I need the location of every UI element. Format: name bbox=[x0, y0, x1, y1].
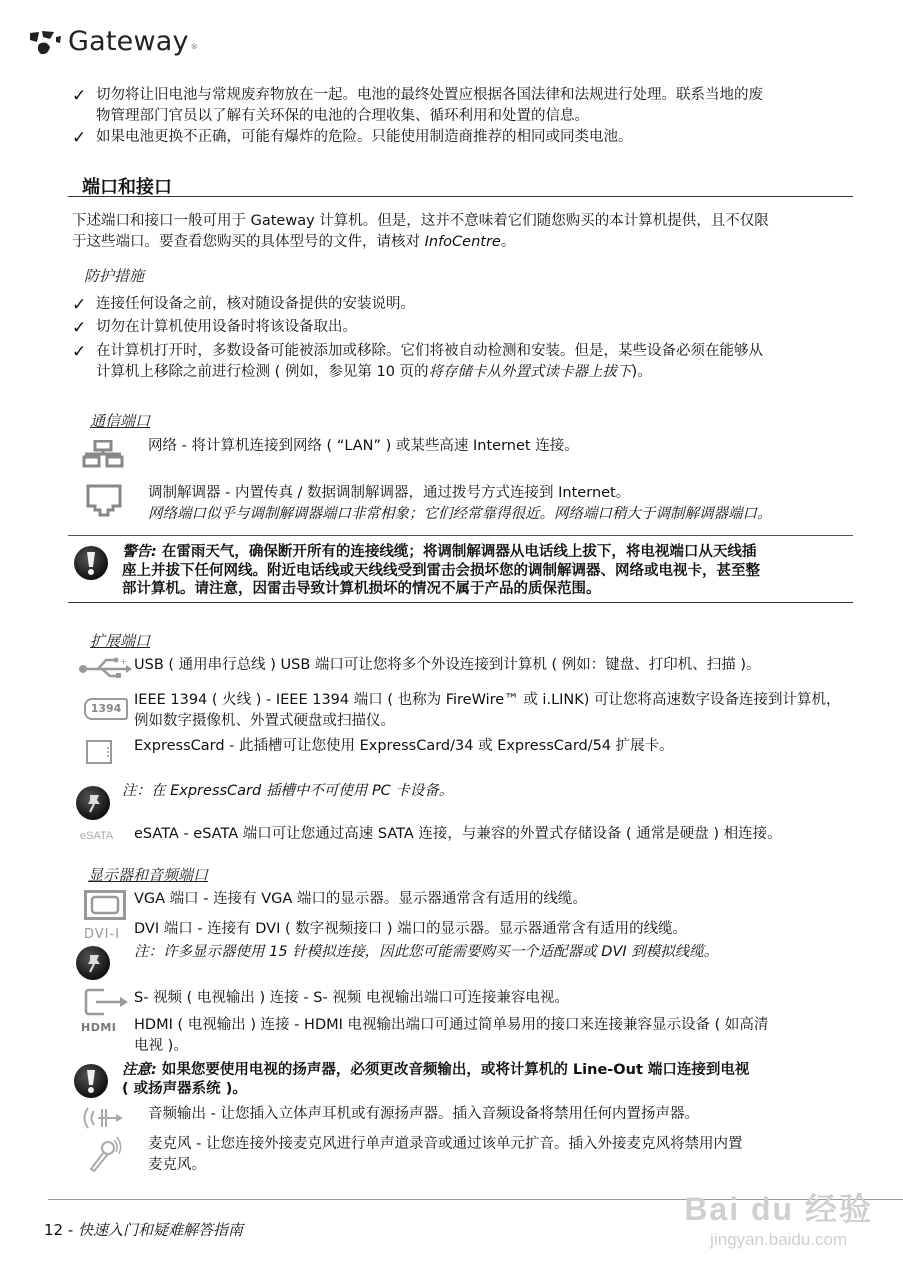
network-lan-icon bbox=[82, 440, 124, 468]
precaution-item: 连接任何设备之前，核对随设备提供的安装说明。 bbox=[96, 296, 415, 312]
brand-name: Gateway bbox=[68, 26, 189, 57]
caution-exclamation-icon bbox=[74, 1064, 108, 1098]
expresscard-slot-icon bbox=[86, 740, 112, 764]
esata-port-desc: eSATA - eSATA 端口可让您通过高速 SATA 连接，与兼容的外置式存储设备 ( 通常是硬盘 ) 相连接。 bbox=[134, 826, 782, 842]
section-intro: 下述端口和接口一般可用于 Gateway 计算机。但是，这并不意味着它们随您购买的本计算机提供，且不仅限 于这些端口。要查看您购买的具体型号的文件，请核对 InfoCentre。 bbox=[72, 213, 769, 250]
audio-out-desc: 音频输出 - 让您插入立体声耳机或有源扬声器。插入音频设备将禁用任何内置扬声器。 bbox=[148, 1106, 699, 1122]
check-icon: ✓ bbox=[72, 342, 87, 362]
hdmi-port-desc: HDMI ( 电视输出 ) 连接 - HDMI 电视输出端口可通过简单易用的接口来连接兼容显示设备 ( 如高清 电视 )。 bbox=[134, 1017, 769, 1054]
warning-box: 警告: 在雷雨天气，确保断开所有的连接线缆；将调制解调器从电话线上拔下，将电视端口从天线插 座上并拔下任何网线。附近电话线或天线线受到雷击会损坏您的调制解调器、网络或电视卡，甚至整 部计算机。请注意，因雷击导致计算机损坏的情况不属于产品的质保范围。 bbox=[122, 544, 760, 597]
section-rule bbox=[68, 196, 853, 197]
network-port-desc: 网络 - 将计算机连接到网络 ( “LAN” ) 或某些高速 Internet 连接。 bbox=[148, 438, 579, 454]
note-pushpin-icon bbox=[76, 786, 110, 820]
microphone-desc: 麦克风 - 让您连接外接麦克风进行单声道录音或通过该单元扩音。插入外接麦克风将禁用内置 麦克风。 bbox=[148, 1136, 743, 1173]
guide-title: 快速入门和疑难解答指南 bbox=[78, 1221, 244, 1239]
registered-mark: ® bbox=[190, 43, 198, 51]
dvi-port-desc: DVI 端口 - 连接有 DVI ( 数字视频接口 ) 端口的显示器。显示器通常含有适用的线缆。 bbox=[134, 921, 688, 937]
subheading-precautions: 防护措施 bbox=[84, 267, 145, 285]
warning-exclamation-icon bbox=[74, 546, 108, 580]
modem-rj11-icon bbox=[86, 484, 122, 518]
section-title: 端口和接口 bbox=[82, 177, 172, 198]
dvi-note: 注：许多显示器使用 15 针模拟连接，因此您可能需要购买一个适配器或 DVI 到模拟线缆。 bbox=[134, 944, 719, 960]
check-icon: ✓ bbox=[72, 86, 87, 106]
precaution-item: 切勿在计算机使用设备时将该设备取出。 bbox=[96, 319, 357, 335]
audio-out-icon bbox=[78, 1104, 126, 1132]
expresscard-desc: ExpressCard - 此插槽可让您使用 ExpressCard/34 或 ExpressCard/54 扩展卡。 bbox=[134, 738, 674, 754]
dvi-i-icon: DVI-I bbox=[84, 927, 121, 942]
s-video-desc: S- 视频 ( 电视输出 ) 连接 - S- 视频 电视输出端口可连接兼容电视。 bbox=[134, 990, 569, 1006]
microphone-icon bbox=[86, 1136, 122, 1174]
subheading-expansion-ports: 扩展端口 bbox=[90, 632, 151, 650]
hdmi-icon: HDMI bbox=[81, 1021, 117, 1034]
vga-port-desc: VGA 端口 - 连接有 VGA 端口的显示器。显示器通常含有适用的线缆。 bbox=[134, 891, 587, 907]
modem-port-desc: 调制解调器 - 内置传真 / 数据调制解调器，通过拨号方式连接到 Internet。 网络端口似乎与调制解调器端口非常相象；它们经常靠得很近。网络端口稍大于调制解调器端口。 bbox=[148, 485, 772, 522]
ieee1394-port-desc: IEEE 1394 ( 火线 ) - IEEE 1394 端口 ( 也称为 FireWire™ 或 i.LINK) 可让您将高速数字设备连接到计算机， 例如数字摄像机、外置式硬盘或扫描仪。 bbox=[134, 692, 841, 729]
divider bbox=[68, 535, 853, 536]
caution-box: 注意: 如果您要使用电视的扬声器，必须更改音频输出，或将计算机的 Line-Out 端口连接到电视 ( 或扬声器系统 )。 bbox=[122, 1062, 750, 1097]
note-pushpin-icon bbox=[76, 946, 110, 980]
firewire-1394-icon: 1394 bbox=[84, 698, 128, 720]
subheading-display-audio: 显示器和音频端口 bbox=[88, 866, 209, 884]
gateway-logo bbox=[28, 26, 198, 57]
baidu-watermark: Bai du 经验 jingyan.baidu.com bbox=[684, 1191, 873, 1249]
vga-port-icon bbox=[84, 890, 126, 920]
footer bbox=[44, 1220, 243, 1241]
check-icon: ✓ bbox=[72, 295, 87, 315]
expresscard-note: 注：在 ExpressCard 插槽中不可使用 PC 卡设备。 bbox=[122, 783, 454, 799]
bullet-battery-disposal: 切勿将让旧电池与常规废弃物放在一起。电池的最终处置应根据各国法律和法规进行处理。联系当地的废 物管理部门官员以了解有关环保的电池的合理收集、循环利用和处置的信息。 bbox=[96, 87, 763, 124]
usb-icon bbox=[78, 656, 132, 678]
usb-port-desc: USB ( 通用串行总线 ) USB 端口可让您将多个外设连接到计算机 ( 例如：键盘、打印机、扫描 )。 bbox=[134, 657, 761, 673]
subheading-comm-ports: 通信端口 bbox=[90, 412, 151, 430]
page-number: 12 - bbox=[44, 1221, 79, 1239]
bullet-battery-replace: 如果电池更换不正确，可能有爆炸的危险。只能使用制造商推荐的相同或同类电池。 bbox=[96, 129, 633, 145]
divider bbox=[68, 602, 853, 603]
gateway-cow-spots-icon bbox=[28, 28, 62, 56]
check-icon: ✓ bbox=[72, 128, 87, 148]
svg-text:+: + bbox=[120, 657, 127, 666]
s-video-out-icon bbox=[84, 987, 130, 1017]
esata-icon: eSATA bbox=[80, 830, 114, 842]
check-icon: ✓ bbox=[72, 318, 87, 338]
precaution-item: 在计算机打开时，多数设备可能被添加或移除。它们将被自动检测和安装。但是，某些设备必须在能够从 计算机上移除之前进行检测 ( 例如，参见第 10 页的将存储卡从外置式读卡器上拔下)。 bbox=[96, 343, 763, 380]
